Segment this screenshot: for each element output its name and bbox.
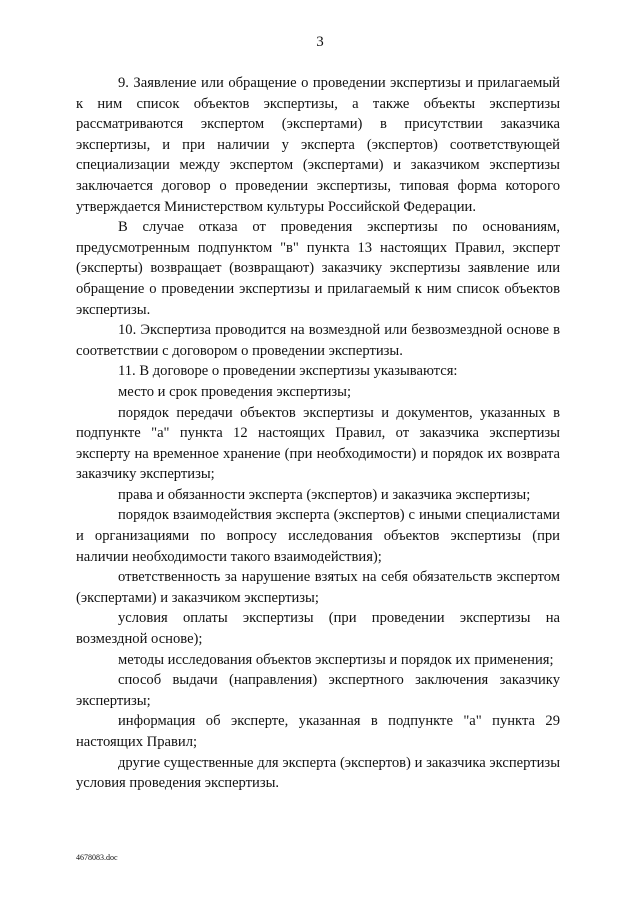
paragraph-11: 11. В договоре о проведении экспертизы указываются: [118,363,458,380]
file-name-footer: 4678083.doc [76,853,118,862]
list-item-expert-info: информация об эксперте, указанная в подпункте "а" пункта 29 настоящих Правил; [76,713,560,750]
paragraph-10: 10. Экспертиза проводится на возмездной или безвозмездной основе в соответствии с договором о проведении экспертизы. [76,322,560,359]
list-item-delivery-method: способ выдачи (направления) экспертного заключения заказчику экспертизы; [76,672,560,709]
list-item-transfer-order: порядок передачи объектов экспертизы и документов, указанных в подпункте "а" пункта 12 настоящих Правил, от заказчика экспертизы эксперту на временное хранение (при необходимости) и порядок их возврата заказчику экспертизы; [76,404,560,483]
list-item-research-methods: методы исследования объектов экспертизы и порядок их применения; [118,651,554,668]
list-item-payment-terms: условия оплаты экспертизы (при проведении экспертизы на возмездной основе); [76,610,560,648]
list-item-interaction-order: порядок взаимодействия эксперта (экспертов) с иными специалистами и организациями по вопросу исследования объектов экспертизы (при наличии необходимости такого взаимодействия); [76,507,560,565]
paragraph-refusal: В случае отказа от проведения экспертизы по основаниям, предусмотренным подпунктом "в" пункта 13 настоящих Правил, эксперт (эксперты) возвращает (возвращают) заказчику экспертизы заявление или обращение о проведении экспертизы и прилагаемый к ним список объектов экспертизы. [76,219,560,318]
paragraph-9: 9. Заявление или обращение о проведении экспертизы и прилагаемый к ним список объектов экспертизы, а также объекты экспертизы рассматриваются экспертом (экспертами) в присутствии заказчика экспертизы, и при наличии у эксперта (экспертов) соответствующей специализации между экспертом (экспертами) и заказчиком экспертизы заключается договор о проведении экспертизы, типовая форма которого утверждается Министерством культуры Российской Федерации. [76,75,560,215]
document-body [76,73,560,794]
list-item-rights-duties: права и обязанности эксперта (экспертов) и заказчика экспертизы; [118,486,531,503]
list-item-place-term: место и срок проведения экспертизы; [118,383,352,400]
list-item-responsibility: ответственность за нарушение взятых на себя обязательств экспертом (экспертами) и заказчиком экспертизы; [76,569,560,606]
list-item-other-conditions: другие существенные для эксперта (экспертов) и заказчика экспертизы условия проведения экспертизы. [76,754,560,792]
page-number: 3 [316,34,324,50]
